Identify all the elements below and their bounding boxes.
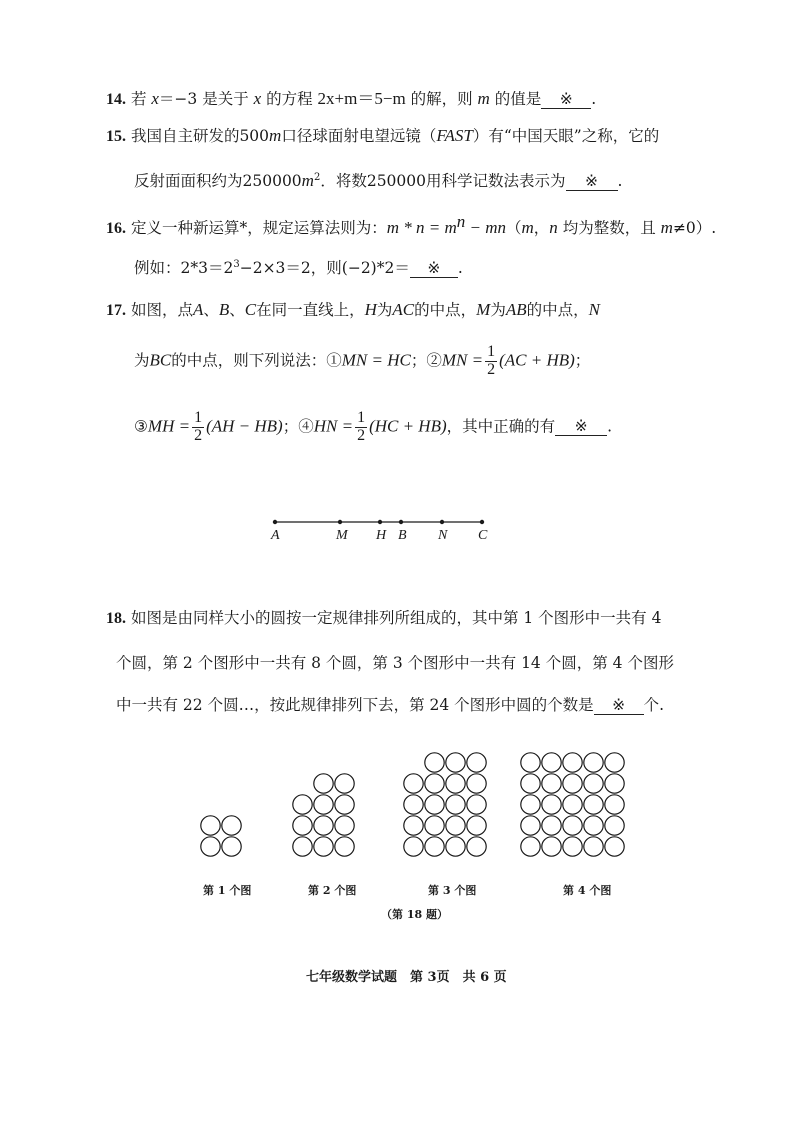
q18-circle bbox=[335, 816, 354, 835]
q17-point: N bbox=[588, 300, 600, 319]
q18-circle bbox=[314, 795, 333, 814]
q16-end: . bbox=[457, 259, 463, 277]
q18-circle bbox=[467, 837, 486, 856]
q17-statement-3: MH = bbox=[147, 416, 191, 436]
q17-text: 在同一直线上， bbox=[256, 301, 365, 319]
q15-line1 bbox=[106, 124, 659, 146]
q17-text: ；④ bbox=[282, 417, 314, 436]
q17-point: A bbox=[192, 300, 204, 319]
q17-point-dot bbox=[480, 520, 484, 524]
q17-text: ③ bbox=[134, 417, 148, 436]
q18-figure-1 bbox=[201, 816, 241, 856]
q15-fast: FAST bbox=[436, 126, 473, 145]
q17-line2 bbox=[134, 344, 590, 379]
q15-text: 我国自主研发的500 bbox=[130, 127, 270, 145]
q16-line2 bbox=[134, 256, 463, 278]
q18-circle bbox=[335, 795, 354, 814]
q18-circle bbox=[563, 795, 582, 814]
q18-circle bbox=[563, 774, 582, 793]
q18-circle bbox=[425, 795, 444, 814]
q18-line3 bbox=[116, 693, 664, 715]
q14-line bbox=[106, 84, 596, 109]
q18-circle bbox=[425, 774, 444, 793]
q18-text: 个. bbox=[643, 696, 665, 714]
q18-text: 如图是由同样大小的圆按一定规律排列所组成的，其中第 1 个图形中一共有 4 bbox=[130, 609, 662, 627]
q18-circle bbox=[404, 816, 423, 835]
q18-circle bbox=[467, 816, 486, 835]
q16-var: m bbox=[521, 218, 534, 238]
q17-text: ； bbox=[574, 351, 591, 370]
q16-sup: 3 bbox=[233, 258, 240, 270]
q18-circle bbox=[425, 816, 444, 835]
q16-text: （ bbox=[505, 219, 522, 238]
q15-text: ）有“中国天眼”之称，它的 bbox=[472, 127, 660, 145]
q14-number: 14. bbox=[106, 91, 126, 108]
q18-figure-3 bbox=[404, 752, 486, 856]
q16-var: m bbox=[660, 218, 673, 238]
q15-line2 bbox=[134, 169, 622, 191]
q18-caption-3: 第 3 个图 bbox=[428, 884, 477, 897]
q17-point-dot bbox=[399, 520, 403, 524]
q18-circle bbox=[222, 816, 241, 835]
q15-sup: 2 bbox=[313, 171, 321, 183]
q18-number: 18. bbox=[106, 610, 126, 627]
q17-fraction bbox=[485, 344, 497, 379]
q17-text: 的中点， bbox=[526, 301, 589, 319]
q18-circle bbox=[222, 837, 241, 856]
q18-circle bbox=[605, 816, 624, 835]
fraction-denominator: 2 bbox=[357, 426, 366, 444]
q17-point: B bbox=[218, 300, 230, 319]
q17-text: 为 bbox=[134, 351, 150, 370]
q18-line1 bbox=[106, 606, 661, 628]
q15-answer-blank[interactable]: ※ bbox=[566, 173, 618, 191]
q17-fraction bbox=[192, 410, 204, 445]
fraction-denominator: 2 bbox=[487, 360, 496, 378]
q16-number: 16. bbox=[106, 220, 126, 238]
q18-caption-1: 第 1 个图 bbox=[203, 884, 252, 897]
q18-circle bbox=[563, 816, 582, 835]
q16-example: 例如：2*3＝2 bbox=[134, 259, 234, 277]
q15-text: 口径球面射电望远镜（ bbox=[281, 127, 437, 145]
q18-circle bbox=[584, 753, 603, 772]
q17-point: C bbox=[244, 300, 257, 319]
q17-point-dot bbox=[440, 520, 444, 524]
q16-text: 均为整数，且 bbox=[557, 219, 661, 238]
q18-caption-2: 第 2 个图 bbox=[308, 884, 357, 897]
q17-point: M bbox=[476, 300, 491, 319]
q18-circle bbox=[563, 753, 582, 772]
q17-segment: AB bbox=[505, 300, 527, 319]
q18-circle bbox=[293, 837, 312, 856]
q18-figure-2 bbox=[293, 774, 354, 856]
fraction-numerator: 1 bbox=[194, 409, 203, 426]
q18-circle bbox=[584, 774, 603, 793]
q17-point-label: N bbox=[438, 528, 448, 543]
q18-circle bbox=[314, 816, 333, 835]
q18-circle bbox=[314, 774, 333, 793]
q18-circle bbox=[201, 816, 220, 835]
fraction-numerator: 1 bbox=[357, 409, 366, 426]
q18-text: 中一共有 22 个圆…，按此规律排列下去，第 24 个图形中圆的个数是 bbox=[116, 696, 594, 714]
q18-circle bbox=[404, 837, 423, 856]
q14-text: ＝−3 是关于 bbox=[158, 90, 254, 108]
q18-circle bbox=[446, 816, 465, 835]
q17-statement-4: (HC + HB) bbox=[369, 416, 447, 436]
q18-figure-4 bbox=[521, 752, 624, 856]
q17-line1 bbox=[106, 298, 600, 320]
q18-circle-figures bbox=[190, 752, 640, 862]
q17-text: 如图，点 bbox=[130, 301, 193, 319]
q14-var: m bbox=[477, 89, 490, 108]
q16-text: ≠0）. bbox=[672, 219, 717, 238]
q16-example: −2×3＝2，则(−2)*2＝ bbox=[239, 259, 410, 277]
q17-text: 、 bbox=[229, 301, 245, 319]
q17-text: ；② bbox=[410, 351, 442, 370]
q18-circle bbox=[335, 774, 354, 793]
q18-circle bbox=[335, 837, 354, 856]
q18-circle bbox=[563, 837, 582, 856]
q17-point-label: H bbox=[376, 528, 387, 543]
q18-circle bbox=[542, 753, 561, 772]
q17-fraction bbox=[355, 410, 367, 445]
q17-statement-4: HN = bbox=[313, 416, 354, 436]
q17-text: 的中点，则下列说法：① bbox=[171, 351, 342, 370]
q16-rule: − mn bbox=[465, 218, 506, 238]
q16-line1 bbox=[106, 212, 716, 238]
q14-text: 的方程 bbox=[261, 90, 318, 108]
q17-answer-blank[interactable]: ※ bbox=[555, 418, 607, 436]
q18-circle bbox=[521, 774, 540, 793]
q18-circle bbox=[584, 816, 603, 835]
q16-sup: n bbox=[456, 212, 466, 231]
q18-caption-4: 第 4 个图 bbox=[563, 884, 612, 897]
q18-circle bbox=[584, 795, 603, 814]
q17-text: 、 bbox=[203, 301, 219, 319]
q17-point: H bbox=[364, 300, 377, 319]
q18-circle bbox=[404, 774, 423, 793]
q18-circle bbox=[446, 753, 465, 772]
q17-point-label: B bbox=[398, 528, 407, 543]
q17-statement-3: (AH − HB) bbox=[206, 416, 283, 436]
q17-text: 的中点， bbox=[414, 301, 477, 319]
q17-point-dot bbox=[338, 520, 342, 524]
q15-unit: m bbox=[269, 126, 282, 145]
q17-point-label: A bbox=[271, 528, 280, 543]
q18-circle bbox=[425, 837, 444, 856]
q18-figure-caption: （第 18 题） bbox=[381, 908, 448, 921]
q17-statement-2: MN = bbox=[441, 350, 484, 370]
q17-statement-1: MN = HC bbox=[341, 350, 411, 370]
q18-circle bbox=[467, 774, 486, 793]
q18-circle bbox=[542, 795, 561, 814]
q18-circle bbox=[467, 753, 486, 772]
q18-circle bbox=[542, 816, 561, 835]
q17-point-label: C bbox=[478, 528, 488, 543]
q18-circle bbox=[521, 753, 540, 772]
q18-line2 bbox=[116, 651, 674, 673]
page-footer: 七年级数学试题 第 3页 共 6 页 bbox=[306, 970, 507, 985]
q17-text: 为 bbox=[376, 301, 393, 319]
q18-circle bbox=[314, 837, 333, 856]
q18-circle bbox=[605, 837, 624, 856]
q18-circle bbox=[521, 795, 540, 814]
q18-circle bbox=[404, 795, 423, 814]
q17-points bbox=[270, 520, 488, 543]
q18-circle bbox=[542, 837, 561, 856]
q17-line-figure bbox=[260, 512, 500, 544]
q18-circle bbox=[425, 753, 444, 772]
q18-circle bbox=[542, 774, 561, 793]
q18-circle bbox=[293, 816, 312, 835]
q17-segment: AC bbox=[392, 300, 415, 319]
q18-circle bbox=[446, 774, 465, 793]
q17-statement-2: (AC + HB) bbox=[499, 350, 575, 370]
q14-text: 若 bbox=[130, 90, 152, 108]
q17-point-label: M bbox=[336, 528, 348, 543]
q16-text: 定义一种新运算*，规定运算法则为： bbox=[130, 219, 387, 238]
q18-circle bbox=[605, 753, 624, 772]
q14-var: x bbox=[253, 89, 262, 108]
q18-text: 个圆，第 2 个图形中一共有 8 个圆，第 3 个图形中一共有 14 个圆，第 4 个图形 bbox=[116, 654, 674, 672]
q18-circle bbox=[446, 795, 465, 814]
q14-answer-blank[interactable]: ※ bbox=[541, 91, 591, 109]
q18-circle bbox=[467, 795, 486, 814]
q18-circle bbox=[293, 795, 312, 814]
q17-point-dot bbox=[273, 520, 277, 524]
q18-circle bbox=[446, 837, 465, 856]
q15-number: 15. bbox=[106, 128, 126, 145]
q14-text: 的值是 bbox=[489, 90, 542, 108]
q18-answer-blank[interactable]: ※ bbox=[594, 697, 644, 715]
q14-var: x bbox=[151, 89, 159, 108]
q18-circle bbox=[521, 816, 540, 835]
q18-circle bbox=[521, 837, 540, 856]
fraction-numerator: 1 bbox=[487, 343, 496, 360]
q17-text: 为 bbox=[490, 301, 506, 319]
q15-text: 反射面面积约为250000 bbox=[134, 172, 302, 190]
q16-var: n bbox=[549, 218, 558, 238]
q18-circle bbox=[584, 837, 603, 856]
q17-point-dot bbox=[378, 520, 382, 524]
q18-circle bbox=[201, 837, 220, 856]
q18-circle bbox=[605, 774, 624, 793]
q16-answer-blank[interactable]: ※ bbox=[410, 260, 458, 278]
q17-end: . bbox=[607, 417, 613, 436]
q17-line3 bbox=[134, 410, 612, 445]
q17-text: ，其中正确的有 bbox=[446, 417, 556, 436]
q14-equation: 2x+m＝5−m bbox=[317, 89, 406, 108]
q14-text: 的解，则 bbox=[405, 90, 478, 108]
q15-unit: m bbox=[301, 171, 314, 190]
fraction-denominator: 2 bbox=[194, 426, 203, 444]
q17-segment: BC bbox=[149, 350, 172, 370]
q14-end: . bbox=[591, 90, 597, 108]
q15-end: . bbox=[617, 172, 623, 190]
q17-number: 17. bbox=[106, 302, 126, 319]
q15-text: ．将数250000用科学记数法表示为 bbox=[320, 172, 566, 190]
q16-text: ， bbox=[533, 219, 550, 238]
q18-circle bbox=[605, 795, 624, 814]
q16-rule: m * n = m bbox=[386, 218, 457, 238]
